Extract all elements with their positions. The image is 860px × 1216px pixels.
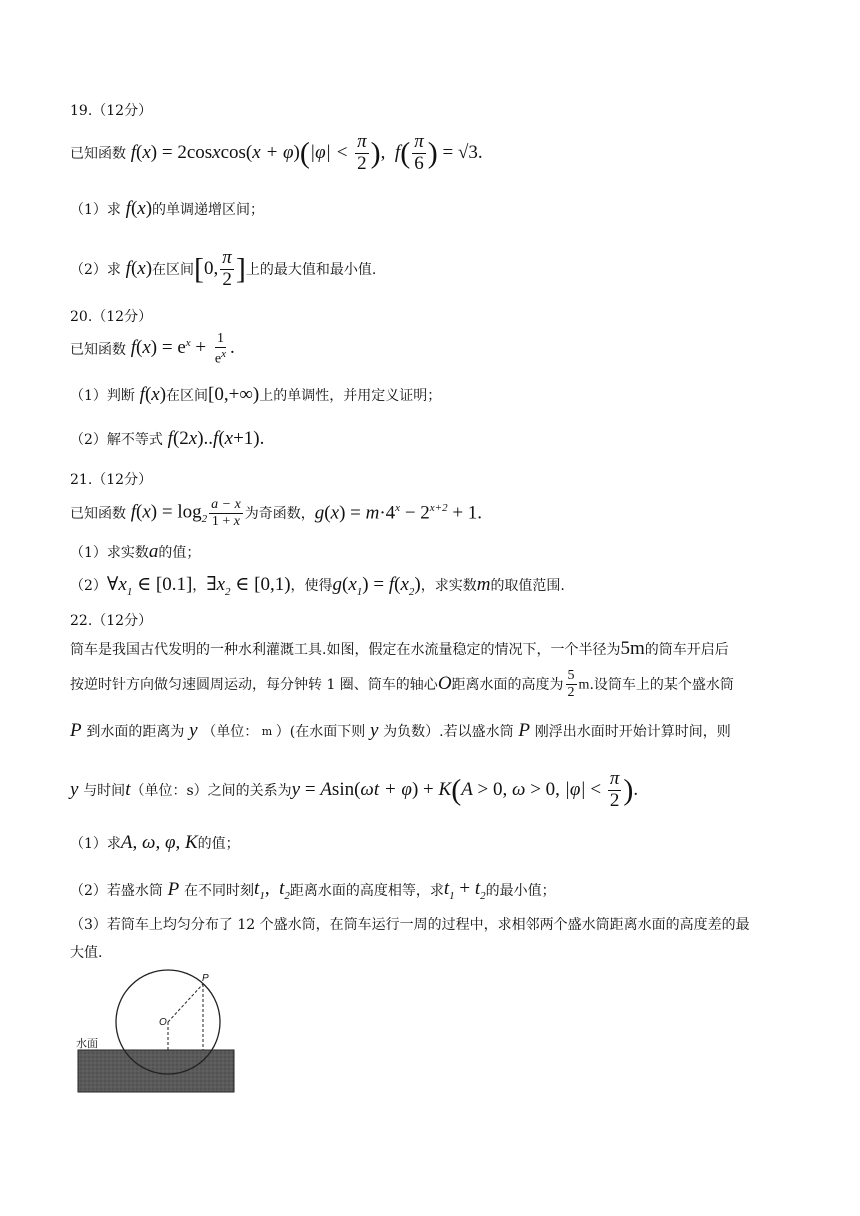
q22-line4	[70, 764, 638, 816]
q22-part2-mid: 在不同时刻	[184, 882, 255, 899]
q22-unit-m: m	[258, 724, 276, 738]
q21-part1	[70, 541, 200, 563]
q21-part2-label: （2）	[70, 578, 107, 595]
q19-part2-mid: 在区间	[152, 262, 195, 278]
q22-model-formula: y = Asin(ωt + φ) + K(A > 0, ω > 0, |φ| < $\frac{\pi}{2}$ ).	[291, 767, 639, 811]
q21-condition: $g(x_1) = f(x_2)$	[332, 573, 421, 598]
q22-axis-O: O	[437, 673, 452, 694]
q20-function-definition: $f(x) = e^x$ + $\frac{1}{e^x}$ .	[126, 331, 235, 367]
q22-header: 22.（12分）	[70, 613, 153, 629]
q22-line3	[70, 720, 731, 742]
q21-part2-mid: ，使得	[290, 578, 333, 595]
q21-intro-mid: 为奇函数，	[244, 506, 315, 522]
q19-part2	[70, 245, 376, 293]
q22-text: 按逆时针方向做匀速圆周运动，每分钟转 1 圈、筒车的轴心	[70, 677, 438, 693]
q22-part2-mid2: 距离水面的高度相等，求	[289, 882, 444, 899]
q22-var-y: y	[365, 720, 384, 741]
q19-function-definition: f(x) = 2cosxcos(x + φ)(|φ| < $\frac{\pi}{2}$ ), f( $\frac{\pi}{6}$ ) = √3.	[126, 130, 483, 174]
q22-text: （单位：s）之间的关系为	[130, 783, 292, 799]
q22-text: 的筒车开启后	[644, 642, 729, 658]
q19-part1-label: （1）求	[70, 202, 121, 218]
q19-part2-label: （2）求	[70, 262, 121, 278]
water-wheel-diagram	[68, 968, 240, 1098]
q20-part2	[70, 428, 264, 450]
q20-part1-suffix: 上的单调性，并用定义证明；	[259, 388, 442, 404]
q19-interval: [0, $\frac{\pi}{2}$ ]	[194, 246, 246, 290]
q21-forall-x1: $\forall x_1$ ∈ [0.1]	[106, 574, 193, 598]
q21-var-a: a	[148, 541, 159, 562]
q21-header: 21.（12分）	[70, 472, 153, 488]
q21-part2-sep1: ，	[192, 578, 207, 595]
q20-part1-label: （1）判断	[70, 388, 135, 404]
q22-text: ）(在水面下则	[275, 724, 366, 740]
q20-part1-mid: 在区间	[166, 388, 209, 404]
q19-part2-math: f(x)	[120, 258, 153, 279]
q22-bucket-P: P	[513, 720, 535, 741]
q20-inequality: f(2x)..f(x+1).	[162, 428, 265, 449]
q22-line2	[70, 664, 734, 704]
q22-bucket-P: P	[70, 720, 87, 741]
q22-var-y: y	[184, 720, 203, 741]
q22-part2	[70, 878, 556, 902]
q21-part2-end: 的取值范围.	[490, 578, 565, 595]
q22-radius: 5m	[620, 638, 645, 659]
q19-part2-suffix: 上的最大值和最小值.	[245, 262, 377, 278]
q19-part1-suffix: 的单调递增区间；	[152, 202, 265, 218]
q21-g-definition: $g(x) = m\cdot 4^x - 2^{x+2} + 1$.	[314, 501, 483, 524]
q22-part3-line1: （3）若筒车上均匀分布了 12 个盛水筒，在筒车运行一周的过程中，求相邻两个盛水筒距离水面的高度差的最	[70, 917, 750, 933]
water-wheel-figure	[68, 968, 240, 1098]
q20-intro	[70, 328, 235, 370]
q19-part1	[70, 198, 264, 220]
q19-intro	[70, 128, 483, 178]
q20-header: 20.（12分）	[70, 309, 153, 325]
q22-part2-suffix: 的最小值；	[485, 882, 556, 899]
q22-text: （单位：	[202, 724, 259, 740]
q21-part1-label: （1）求实数	[70, 545, 149, 561]
q22-part1-suffix: 的值；	[197, 836, 240, 852]
q21-f-definition: $f(x) = \log_2$ $\frac{a - x}{1 + x}$	[126, 497, 241, 529]
q20-part1-math: f(x)	[134, 384, 167, 405]
q21-part2	[70, 573, 565, 598]
q21-part2-suffix: ，求实数	[420, 578, 477, 595]
label-O: O	[159, 1017, 167, 1028]
q22-text: .设筒车上的某个盛水筒	[589, 677, 734, 693]
label-P: P	[202, 973, 209, 984]
q21-part1-suffix: 的值；	[158, 545, 201, 561]
q22-height: $\frac{5}{2}$ m	[567, 668, 590, 700]
q22-line1	[70, 638, 729, 660]
q21-intro-prefix: 已知函数	[70, 506, 126, 522]
q22-text: 与时间	[83, 783, 126, 799]
q22-part1-label: （1）求	[70, 836, 121, 852]
q22-text: 到水面的距离为	[86, 724, 185, 740]
q19-header: 19.（12分）	[70, 103, 153, 119]
q22-part1-vars: A, ω, φ, K	[120, 832, 198, 853]
q22-bucket-P: P	[162, 878, 185, 900]
q22-var-y: y	[70, 779, 84, 800]
q21-exists-x2: $\exists x_2$ ∈ [0,1)	[206, 574, 291, 598]
q19-part1-math: f(x)	[120, 198, 153, 219]
q22-times: $t_1$, $t_2$	[254, 878, 290, 902]
q22-text: 距离水面的高度为	[451, 677, 564, 693]
q20-intro-prefix: 已知函数	[70, 342, 126, 358]
q22-sum: $t_1 + t_2$	[443, 878, 486, 902]
radius-line	[168, 984, 203, 1022]
q22-text: 为负数）.若以盛水筒	[383, 724, 514, 740]
q22-text: 刚浮出水面时开始计算时间，则	[534, 724, 731, 740]
q21-var-m: m	[476, 574, 491, 596]
label-water-surface: 水面	[76, 1037, 98, 1050]
q22-part3-line2: 大值.	[70, 945, 103, 961]
q20-part2-label: （2）解不等式	[70, 432, 163, 448]
q20-part1	[70, 384, 441, 406]
q20-interval: [0,+∞)	[208, 384, 260, 405]
q22-part2-label: （2）若盛水筒	[70, 882, 163, 899]
water-body	[78, 1050, 234, 1092]
q21-intro	[70, 492, 482, 534]
q22-part1	[70, 832, 240, 854]
q19-intro-prefix: 已知函数	[70, 146, 126, 162]
q22-text: 筒车是我国古代发明的一种水利灌溉工具.如图，假定在水流量稳定的情况下，一个半径为	[70, 642, 621, 658]
q22-var-t: t	[125, 779, 131, 800]
